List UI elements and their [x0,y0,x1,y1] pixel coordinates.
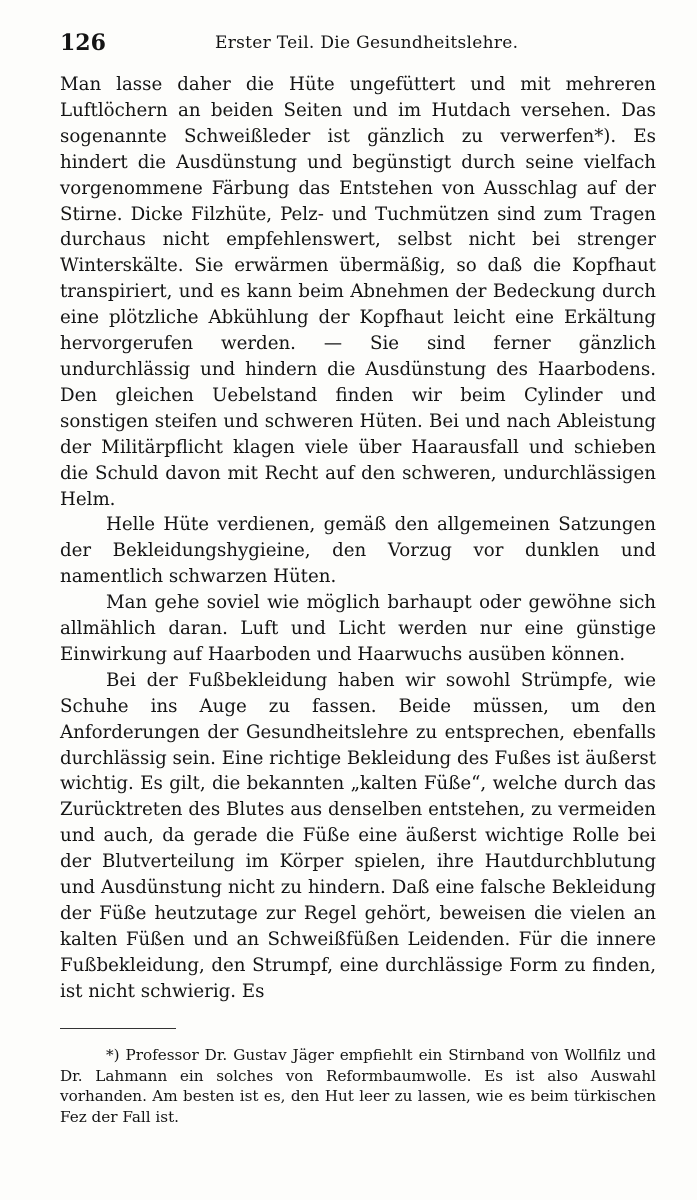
paragraph-bareheaded: Man gehe soviel wie möglich barhaupt oder gewöhne sich allmählich daran. Luft und Licht werden nur eine günstige Einwirkung auf Haarboden und Haarwuchs ausüben können. [60,592,656,665]
running-head: Erster Teil. Die Gesundheitslehre. [215,33,519,53]
body-text [60,72,656,1005]
footnote-text: *) Professor Dr. Gustav Jäger empfiehlt ein Stirnband von Wollfilz und Dr. Lahmann ein solches von Reformbaumwolle. Es ist also Auswahl vorhanden. Am besten ist es, den Hut leer zu lassen, wie es beim türkischen Fez der Fall ist. [60,1046,656,1126]
page-number: 126 [60,30,106,56]
paragraph-hats-ventilation: Man lasse daher die Hüte ungefüttert und mit mehreren Luftlöchern an beiden Seiten und im Hutdach versehen. Das sogenannte Schweißleder ist gänzlich zu verwerfen*). Es hindert die Ausdünstung und begünstigt durch seine vielfach vorgenommene Färbung das Entstehen von Ausschlag auf der Stirne. Dicke Filzhüte, Pelz- und Tuchmützen sind zum Tragen durchaus nicht empfehlenswert, selbst nicht bei strenger Winterskälte. Sie erwärmen übermäßig, so daß die Kopfhaut transpiriert, und es kann beim Abnehmen der Bedeckung durch eine plötzliche Abkühlung der Kopfhaut leicht eine Erkältung hervorgerufen werden. — Sie sind ferner gänzlich undurchlässig und hindern die Ausdünstung des Haarbodens. Den gleichen Uebelstand finden wir beim Cylinder und sonstigen steifen und schweren Hüten. Bei und nach Ableistung der Militärpflicht klagen viele über Haarausfall und schieben die Schuld davon mit Recht auf den schweren, undurchlässigen Helm. [60,74,656,510]
page-header [60,30,660,64]
footnote-divider [60,1028,176,1029]
paragraph-footwear: Bei der Fußbekleidung haben wir sowohl Strümpfe, wie Schuhe ins Auge zu fassen. Beide müssen, um den Anforderungen der Gesundheitslehre zu entsprechen, ebenfalls durchlässig sein. Eine richtige Bekleidung des Fußes ist äußerst wichtig. Es gilt, die bekannten „kalten Füße“, welche durch das Zurücktreten des Blutes aus denselben entstehen, zu vermeiden und auch, da gerade die Füße eine äußerst wichtige Rolle bei der Blutverteilung im Körper spielen, ihre Hautdurchblutung und Ausdünstung nicht zu hindern. Daß eine falsche Bekleidung der Füße heutzutage zur Regel gehört, beweisen die vielen an kalten Füßen und an Schweißfüßen Leidenden. Für die innere Fußbekleidung, den Strumpf, eine durchlässige Form zu finden, ist nicht schwierig. Es [60,669,656,1002]
footnote [60,1045,656,1127]
paragraph-light-hats: Helle Hüte verdienen, gemäß den allgemeinen Satzungen der Bekleidungshygieine, den Vorzug vor dunklen und namentlich schwarzen Hüten. [60,514,656,588]
